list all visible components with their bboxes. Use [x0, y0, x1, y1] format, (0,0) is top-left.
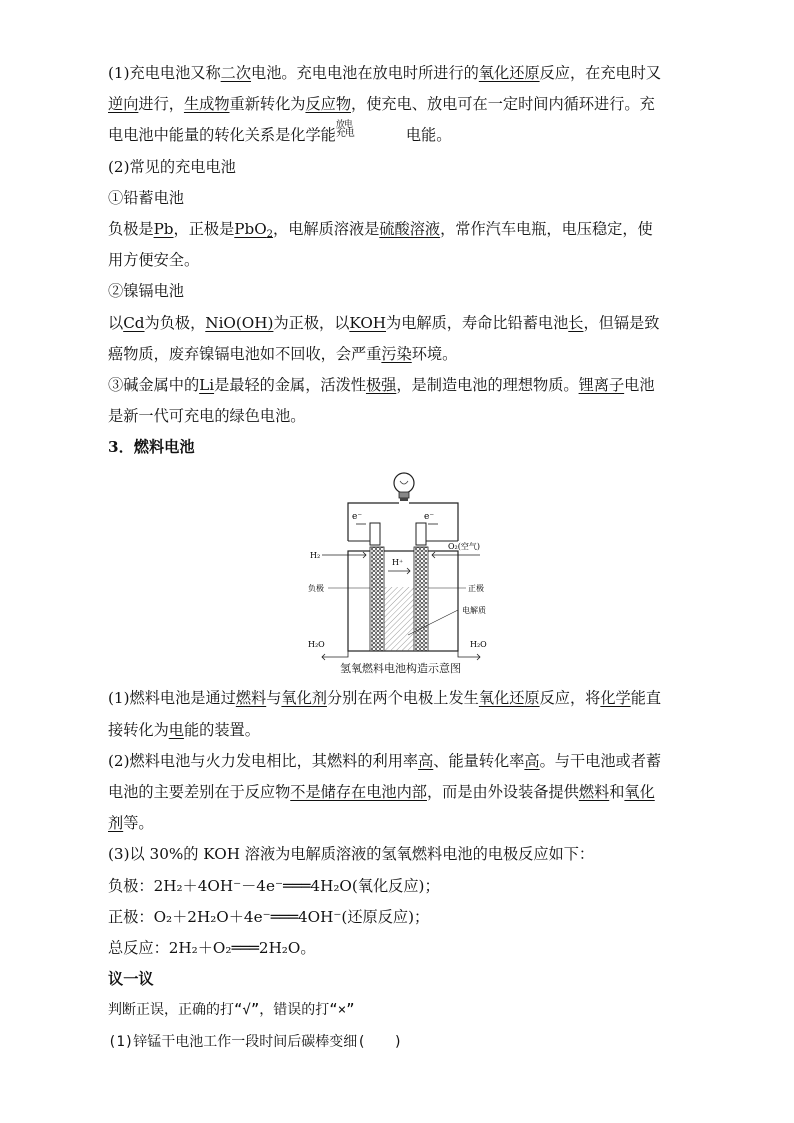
- text: 和: [609, 783, 625, 801]
- answer-blank: 二次: [220, 64, 252, 82]
- answer-blank: 高: [418, 751, 434, 770]
- text: 电池: [624, 375, 655, 394]
- answer-blank: 剂: [108, 814, 124, 833]
- answer-blank: 化学: [600, 689, 631, 708]
- oxygen-label: O₂(空气): [448, 542, 481, 552]
- text: 以: [108, 313, 124, 332]
- para-line: [108, 58, 693, 89]
- text: 电池的主要差别在于反应物: [108, 783, 291, 801]
- text: PbO: [234, 219, 267, 238]
- text: 、能量转化率: [433, 751, 525, 770]
- text: 能直: [630, 689, 662, 708]
- text: 电池。充电电池在放电时所进行的: [251, 64, 479, 82]
- para-line: [108, 339, 693, 370]
- para-line: [108, 715, 693, 746]
- answer-blank: 生成物: [183, 95, 230, 114]
- water-label-right: H₂O: [470, 640, 487, 650]
- text: ，而是由外设装备提供: [426, 783, 579, 801]
- answer-blank: Li: [199, 375, 215, 394]
- answer-blank: 锂离子: [578, 375, 625, 394]
- answer-blank: 氧化还原: [478, 64, 540, 82]
- para-line: [108, 89, 693, 120]
- answer-blank: 不是储存在电池内部: [290, 783, 427, 801]
- text: 等。: [123, 814, 154, 833]
- discussion-instruction: 判断正误，正确的打“√”，错误的打“×”: [108, 1002, 355, 1019]
- text: 为负极，: [144, 313, 206, 332]
- text: 负极是: [108, 219, 154, 238]
- subheading: ①铅蓄电池: [108, 188, 184, 207]
- equation-negative: 负极：2H₂＋4OH⁻－4e⁻═══4H₂O(氧化反应)；: [108, 876, 440, 895]
- answer-blank: Pb: [153, 219, 174, 238]
- subheading: ②镍镉电池: [108, 282, 184, 301]
- answer-blank: 长: [568, 313, 584, 332]
- para-line: 用方便安全。: [108, 251, 200, 270]
- figure-caption: 氢氧燃料电池构造示意图: [340, 662, 461, 676]
- subscript: 2: [266, 228, 274, 240]
- arrow-label-mid: 充电: [335, 128, 354, 140]
- answer-blank: 极强: [365, 375, 397, 394]
- para-line: [108, 120, 693, 151]
- text: 接转化为: [108, 720, 169, 739]
- answer-blank: KOH: [349, 313, 387, 332]
- text: 电能。: [405, 126, 452, 145]
- text: 环境。: [411, 344, 458, 363]
- subheading: (2)常见的充电电池: [108, 157, 236, 176]
- document-page: [108, 58, 693, 1058]
- text: 重新转化为: [229, 95, 306, 114]
- answer-blank: 逆向: [108, 95, 139, 114]
- fuel-cell-figure: [108, 463, 693, 683]
- electron-label-left: e⁻: [352, 512, 363, 523]
- text: ③碱金属中的: [108, 375, 200, 394]
- text: 电电池中能量的转化关系是化学能: [108, 126, 336, 145]
- answer-blank: NiO(OH): [205, 313, 274, 332]
- electrolyte-region: [384, 587, 414, 651]
- equation-total: 总反应：2H₂＋O₂═══2H₂O。: [108, 938, 316, 957]
- anode-electrode: [370, 547, 384, 651]
- discussion-heading: 议一议: [108, 970, 154, 989]
- para-line: [108, 308, 693, 339]
- answer-blank: 反应物: [305, 95, 351, 114]
- question-1: (1)锌锰干电池工作一段时间后碳棒变细( ): [108, 1033, 403, 1050]
- answer-blank: 燃料: [235, 689, 267, 708]
- answer-blank: 电: [168, 720, 184, 739]
- equation-positive: 正极：O₂＋2H₂O＋4e⁻═══4OH⁻(还原反应)；: [108, 907, 430, 926]
- electron-label-right: e⁻: [424, 512, 435, 523]
- hydrogen-label: H₂: [310, 551, 321, 561]
- text: ，常作汽车电瓶，电压稳定，使: [440, 219, 653, 238]
- text: 与: [266, 689, 282, 708]
- proton-label: H⁺: [392, 558, 404, 568]
- section-heading: 3．燃料电池: [108, 438, 195, 457]
- answer-blank: 硫酸溶液: [379, 219, 441, 238]
- text: 。与干电池或者蓄: [539, 751, 662, 770]
- para-line: [108, 746, 693, 777]
- text: ，是制造电池的理想物质。: [396, 375, 579, 394]
- text: 分别在两个电极上发生: [326, 689, 479, 708]
- text: ，电解质溶液是: [273, 219, 380, 238]
- text: ，正极是: [173, 219, 235, 238]
- para-line: 是新一代可充电的绿色电池。: [108, 407, 306, 426]
- text: 反应，将: [539, 689, 601, 708]
- text: ，但镉是致: [583, 313, 660, 332]
- text: (1)燃料电池是通过: [108, 689, 236, 708]
- text: 进行，: [138, 95, 184, 114]
- text: 为正极，以: [273, 313, 350, 332]
- text: 反应，在充电时又: [539, 64, 662, 82]
- positive-electrode-label: 正极: [468, 584, 484, 594]
- fuel-cell-diagram: [308, 467, 498, 662]
- answer-blank: 污染: [381, 344, 412, 363]
- para-line: [108, 214, 693, 245]
- para-line: [108, 683, 693, 714]
- text: 是最轻的金属，活泼性: [214, 375, 366, 394]
- answer-blank: 氧化还原: [478, 689, 540, 708]
- answer-blank: 氧化剂: [281, 689, 327, 708]
- negative-electrode-label: 负极: [308, 584, 324, 594]
- text: (1)充电电池又称: [108, 64, 221, 82]
- para-line: (3)以 30%的 KOH 溶液为电解质溶液的氢氧燃料电池的电极反应如下：: [108, 845, 595, 864]
- reversible-arrow: [335, 120, 406, 146]
- external-wire: [348, 503, 458, 541]
- answer-blank: 燃料: [578, 783, 610, 801]
- answer-blank: Cd: [123, 313, 145, 332]
- answer-blank: 氧化: [624, 783, 655, 801]
- text: 为电解质，寿命比铅蓄电池: [386, 313, 569, 332]
- answer-blank: [234, 220, 273, 238]
- text: ，使充电、放电可在一定时间内循环进行。充: [351, 95, 655, 114]
- cathode-electrode: [414, 547, 428, 651]
- water-label-left: H₂O: [308, 640, 325, 650]
- para-line: [108, 777, 693, 808]
- text: (2)燃料电池与火力发电相比，其燃料的利用率: [108, 751, 419, 770]
- arrow-label-top: 放电: [335, 120, 352, 131]
- answer-blank: 高: [524, 751, 540, 770]
- para-line: [108, 808, 693, 839]
- para-line: [108, 370, 693, 401]
- text: 癌物质，废弃镍镉电池如不回收，会严重: [108, 344, 382, 363]
- text: 能的装置。: [183, 720, 260, 739]
- light-bulb-icon: [394, 473, 414, 501]
- electrolyte-label: 电解质: [462, 606, 486, 616]
